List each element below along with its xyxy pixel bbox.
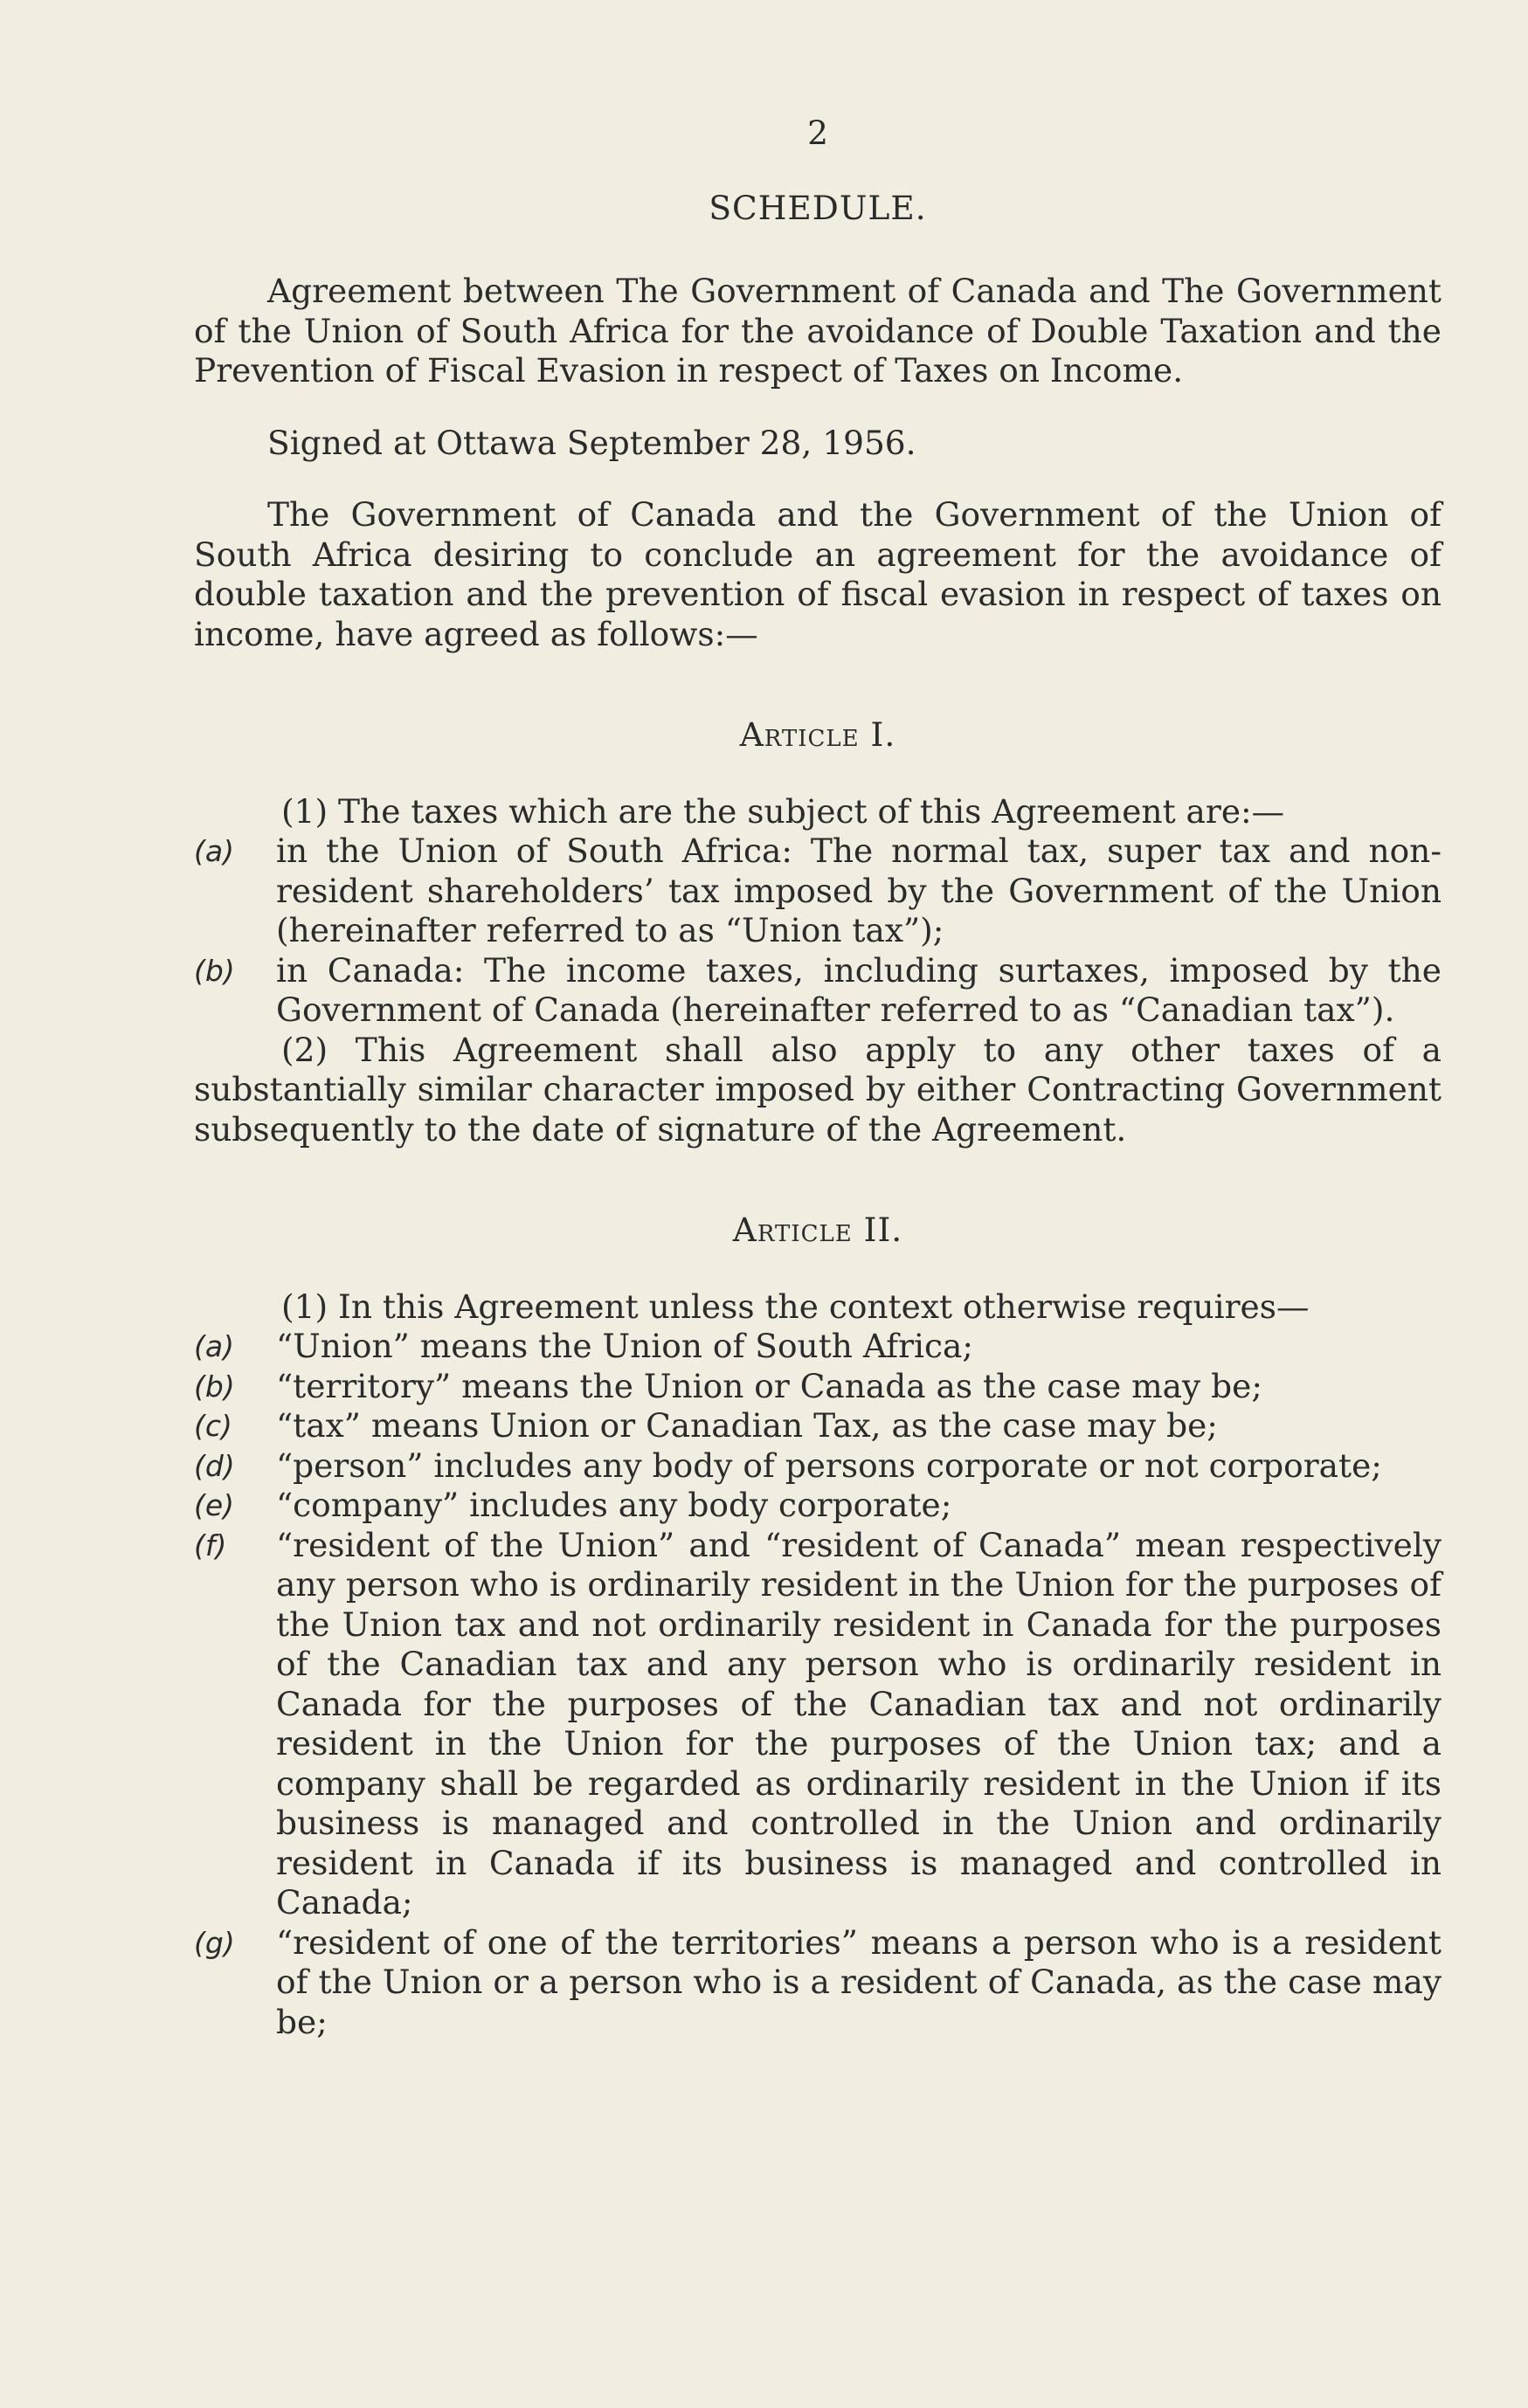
signed-line: Signed at Ottawa September 28, 1956. (267, 423, 916, 462)
article-1-item-b (194, 951, 1442, 1031)
text-column (194, 114, 1442, 2042)
article-2-item-g (194, 1923, 1442, 2043)
article-2-item-c (194, 1406, 1442, 1446)
article-1-para-2: (2) This Agreement shall also apply to any other taxes of a substantially similar character imposed by either Contracting Government subsequently to the date of signature of the Agreement. (194, 1030, 1442, 1149)
item-label: (d) (194, 1448, 235, 1483)
page-number: 2 (807, 114, 828, 152)
article-2-para-1: (1) In this Agreement unless the context otherwise requires— (281, 1287, 1310, 1326)
intro-paragraph: Agreement between The Government of Canada and The Government of the Union of South Africa for the avoidance of Double Taxation and the Prevention of Fiscal Evasion in respect of Taxes on Income. (194, 272, 1442, 390)
item-label: (b) (194, 953, 235, 988)
item-text: “resident of the Union” and “resident of Canada” mean respectively any person who is ordinarily resident in the Union for the purposes of the Union tax and not ordinarily resident in Canada for the purposes of the Canadian tax and any person who is ordinarily resident in Canada for the purposes of the Canadian tax and not ordinarily resident in the Union for the purposes of the Union tax; and a company shall be regarded as ordinarily resident in the Union if its business is managed and controlled in the Union and ordinarily resident in Canada if its business is managed and controlled in Canada; (276, 1525, 1442, 1922)
item-text: “person” includes any body of persons corporate or not corporate; (276, 1445, 1382, 1485)
item-label: (g) (194, 1925, 235, 1960)
item-text: “territory” means the Union or Canada as the case may be; (276, 1366, 1262, 1405)
item-text: “company” includes any body corporate; (276, 1486, 952, 1524)
item-label: (a) (194, 834, 234, 868)
item-text: “Union” means the Union of South Africa; (276, 1327, 974, 1365)
article-2-item-f (194, 1526, 1442, 1923)
article-2-item-b (194, 1367, 1442, 1407)
item-text: in the Union of South Africa: The normal tax, super tax and non-resident shareholders’ tax imposed by the Government of the Union (hereinafter referred to as “Union tax”); (276, 831, 1442, 949)
item-text: in Canada: The income taxes, including surtaxes, imposed by the Government of Canada (hereinafter referred to as “Canadian tax”). (276, 950, 1442, 1029)
item-label: (c) (194, 1409, 232, 1443)
item-label: (f) (194, 1528, 227, 1563)
article-1-title: Article I. (739, 715, 896, 754)
article-1-item-a (194, 831, 1442, 951)
article-2-item-d (194, 1446, 1442, 1487)
schedule-heading: SCHEDULE. (709, 188, 927, 227)
item-label: (a) (194, 1329, 234, 1363)
item-text: “tax” means Union or Canadian Tax, as the case may be; (276, 1406, 1218, 1445)
article-2-item-e (194, 1486, 1442, 1526)
preamble-paragraph: The Government of Canada and the Government of the Union of South Africa desiring to conclude an agreement for the avoidance of double taxation and the prevention of fiscal evasion in respect of taxes on income, have agreed as follows:— (194, 495, 1442, 653)
article-2-item-a (194, 1327, 1442, 1367)
article-1-para-1: (1) The taxes which are the subject of this Agreement are:— (281, 791, 1285, 831)
item-text: “resident of one of the territories” means a person who is a resident of the Union or a person who is a resident of Canada, as the case may be; (276, 1922, 1442, 2041)
article-2-title: Article II. (732, 1211, 903, 1249)
item-label: (e) (194, 1488, 235, 1522)
item-label: (b) (194, 1369, 235, 1404)
